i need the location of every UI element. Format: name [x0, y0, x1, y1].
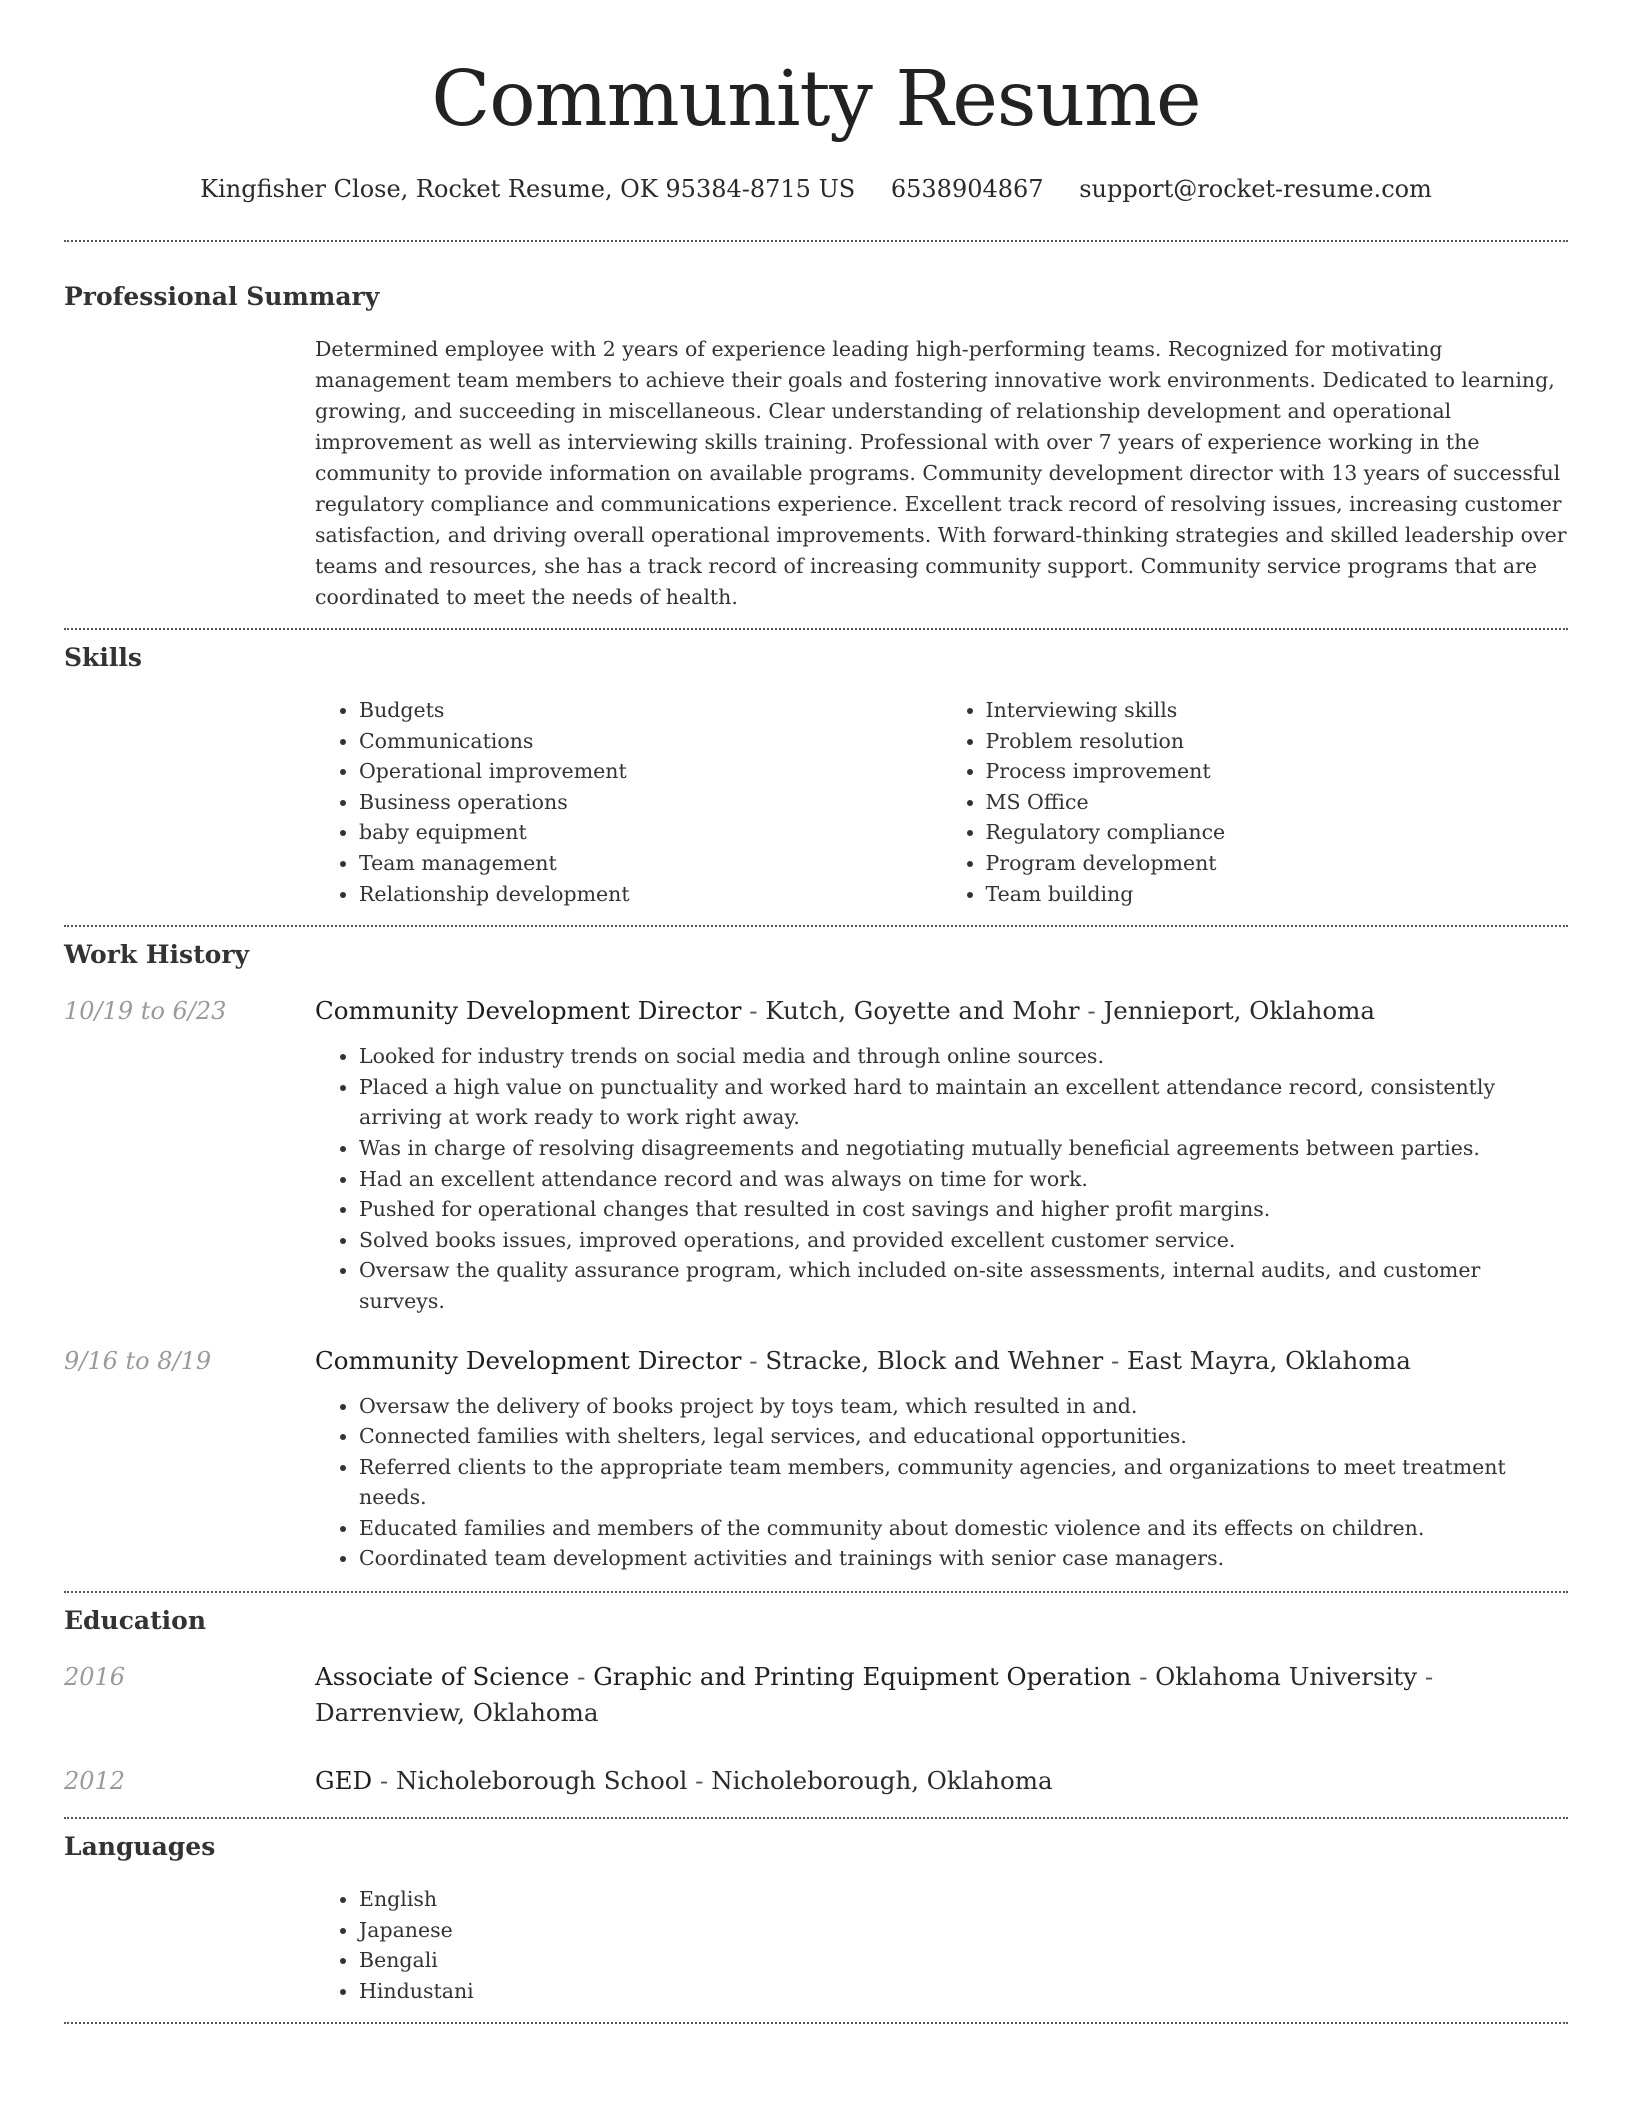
education-field: Graphic and Printing Equipment Operation [593, 1662, 1132, 1692]
education-entry [64, 1763, 1568, 1799]
duty-item: • Looked for industry trends on social media and through online sources. [359, 1041, 1568, 1072]
skill-item: • baby equipment [359, 817, 942, 848]
duty-item: • Coordinated team development activities and trainings with senior case managers. [359, 1543, 1568, 1574]
education-location: Nicholeborough, Oklahoma [711, 1766, 1053, 1796]
job-role: Community Development Director [315, 996, 742, 1026]
duty-item: • Referred clients to the appropriate team members, community agencies, and organizations to meet treatment needs. [359, 1452, 1568, 1513]
job-location: Jennieport, Oklahoma [1103, 996, 1375, 1026]
education-location: Darrenview, Oklahoma [315, 1698, 599, 1728]
education-degree: Associate of Science [315, 1662, 570, 1692]
job-dates: 10/19 to 6/23 [64, 997, 227, 1026]
duty-item: • Connected families with shelters, legal services, and educational opportunities. [359, 1421, 1568, 1452]
job-title: Community Development Director - Kutch, Goyette and Mohr - Jennieport, Oklahoma [315, 996, 1375, 1026]
summary-heading: Professional Summary [64, 282, 380, 311]
skills-list-left [315, 695, 942, 909]
duty-item: • Educated families and members of the community about domestic violence and its effects on children. [359, 1513, 1568, 1544]
skill-item: • Program development [986, 848, 1569, 879]
duty-item: • Was in charge of resolving disagreements and negotiating mutually beneficial agreements between parties. [359, 1133, 1568, 1164]
skill-item: • MS Office [986, 787, 1569, 818]
language-item: • English [359, 1884, 1568, 1915]
duty-item: • Oversaw the quality assurance program, which included on-site assessments, internal audits, and customer surveys. [359, 1255, 1568, 1316]
languages-section [64, 1819, 1568, 2006]
skill-item: • Process improvement [986, 756, 1569, 787]
divider [64, 2022, 1568, 2024]
skills-heading: Skills [64, 643, 142, 672]
education-title: Associate of Science - Graphic and Printing Equipment Operation - Oklahoma University - Darrenview, Oklahoma [315, 1662, 1434, 1728]
job-entry [64, 993, 1568, 1316]
education-heading: Education [64, 1606, 207, 1636]
education-school: Nicholeborough School [395, 1766, 688, 1796]
job-duties [315, 1041, 1568, 1316]
work-section [64, 927, 1568, 1574]
skill-item: • Team management [359, 848, 942, 879]
skill-item: • Budgets [359, 695, 942, 726]
skill-item: • Operational improvement [359, 756, 942, 787]
job-location: East Mayra, Oklahoma [1127, 1345, 1411, 1375]
education-year: 2016 [64, 1663, 126, 1692]
education-section [64, 1593, 1568, 1799]
skill-item: • Regulatory compliance [986, 817, 1569, 848]
duty-item: • Oversaw the delivery of books project by toys team, which resulted in and. [359, 1391, 1568, 1422]
skills-section [64, 630, 1568, 909]
summary-text: Determined employee with 2 years of experience leading high-performing teams. Recognized for motivating management team members to achieve their goals and fostering innovative work environments. Dedicated to learning, growing, and succeeding in miscellaneous. Clear understanding of relationship development and operational improvement as well as interviewing skills training. Professional with over 7 years of experience working in the community to provide information on available programs. Community development director with 13 years of successful regulatory compliance and communications experience. Excellent track record of resolving issues, increasing customer satisfaction, and driving overall operational improvements. With forward-thinking strategies and skilled leadership over teams and resources, she has a track record of increasing community support. Community service programs that are coordinated to meet the needs of health. [315, 337, 1567, 609]
education-entry [64, 1659, 1568, 1731]
job-entry [64, 1343, 1568, 1575]
job-company: Stracke, Block and Wehner [765, 1345, 1104, 1375]
resume-header [64, 0, 1568, 204]
job-role: Community Development Director [315, 1345, 742, 1375]
skill-item: • Business operations [359, 787, 942, 818]
skills-list-right [942, 695, 1569, 909]
education-title: GED - Nicholeborough School - Nicholeborough, Oklahoma [315, 1766, 1053, 1796]
job-duties [315, 1391, 1568, 1575]
skill-item: • Communications [359, 726, 942, 757]
contact-line [64, 174, 1568, 204]
contact-address: Kingfisher Close, Rocket Resume, OK 95384-8715 US [200, 175, 856, 203]
language-item: • Hindustani [359, 1976, 1568, 2007]
job-dates: 9/16 to 8/19 [64, 1346, 212, 1375]
skill-item: • Interviewing skills [986, 695, 1569, 726]
skill-item: • Team building [986, 879, 1569, 910]
education-year: 2012 [64, 1767, 126, 1796]
skill-item: • Problem resolution [986, 726, 1569, 757]
duty-item: • Pushed for operational changes that resulted in cost savings and higher profit margins. [359, 1194, 1568, 1225]
job-company: Kutch, Goyette and Mohr [765, 996, 1080, 1026]
contact-phone: 6538904867 [890, 175, 1044, 203]
duty-item: • Solved books issues, improved operations, and provided excellent customer service. [359, 1225, 1568, 1256]
languages-heading: Languages [64, 1832, 216, 1862]
job-title: Community Development Director - Stracke, Block and Wehner - East Mayra, Oklahoma [315, 1345, 1411, 1375]
contact-email: support@rocket-resume.com [1079, 175, 1432, 203]
summary-section [64, 242, 1568, 613]
language-item: • Bengali [359, 1945, 1568, 1976]
education-school: Oklahoma University [1155, 1662, 1418, 1692]
education-degree: GED [315, 1766, 373, 1796]
candidate-name: Community Resume [431, 55, 1201, 144]
languages-list [315, 1884, 1568, 2006]
duty-item: • Had an excellent attendance record and was always on time for work. [359, 1164, 1568, 1195]
work-heading: Work History [64, 940, 250, 970]
duty-item: • Placed a high value on punctuality and worked hard to maintain an excellent attendance record, consistently arriving at work ready to work right away. [359, 1072, 1568, 1133]
skill-item: • Relationship development [359, 879, 942, 910]
language-item: • Japanese [359, 1915, 1568, 1946]
